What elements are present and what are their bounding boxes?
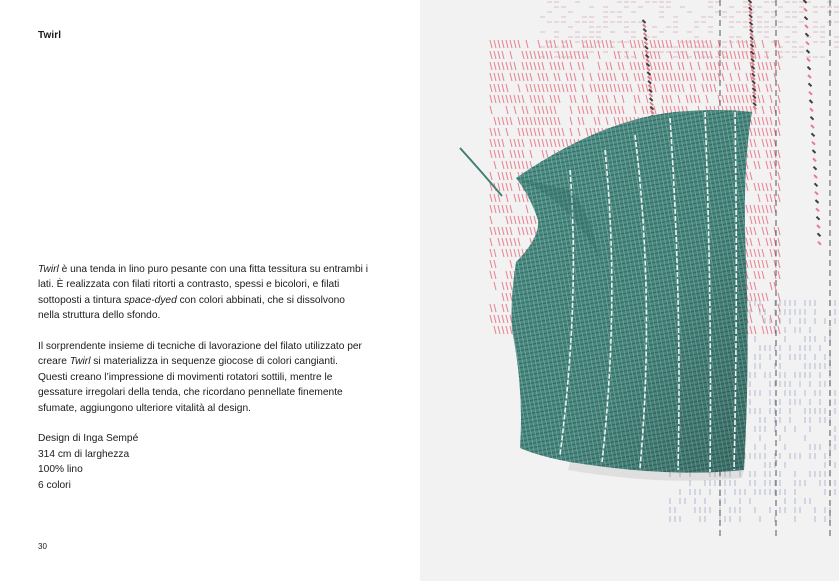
product-name: Twirl bbox=[38, 264, 59, 275]
product-specs bbox=[38, 431, 368, 493]
paragraph-2-part-2: si materializza in sequenze giocose di colori cangianti. Questi creano l’impressione di movimenti rotatori sottili, mentre le gessature irregolari della tenda, che ricordano pennellate finemente sfumate, aggiungono ulteriore vitalità al design. bbox=[38, 356, 343, 414]
spec-width: 314 cm di larghezza bbox=[38, 448, 130, 460]
spec-designer: Design di Inga Sempé bbox=[38, 433, 139, 445]
paragraph-2-part-1: Il sorprendente insieme di tecniche di lavorazione del filato utilizzato per creare bbox=[38, 341, 362, 368]
fabric-photo bbox=[420, 0, 839, 581]
fabric-swatch bbox=[512, 110, 753, 481]
paragraph-1 bbox=[38, 262, 368, 324]
fabric-swatch-image bbox=[420, 0, 839, 581]
dye-term: space-dyed bbox=[124, 294, 177, 306]
paragraph-2 bbox=[38, 339, 368, 416]
product-name: Twirl bbox=[69, 356, 91, 368]
page-number: 30 bbox=[38, 542, 47, 551]
body-text bbox=[38, 262, 368, 493]
spec-colors: 6 colori bbox=[38, 479, 71, 491]
page-title: Twirl bbox=[38, 30, 62, 41]
paragraph-1-part-1: è una tenda in lino puro pesante con una fitta tessitura su entrambi i lati. È realizzata con filati ritorti a contrasto, spessi e bicolori, e filati sottoposti a tintura bbox=[38, 264, 368, 306]
paragraph-1-part-2: con colori abbinati, che si dissolvono nella struttura dello sfondo. bbox=[38, 294, 345, 322]
spec-material: 100% lino bbox=[38, 464, 83, 476]
